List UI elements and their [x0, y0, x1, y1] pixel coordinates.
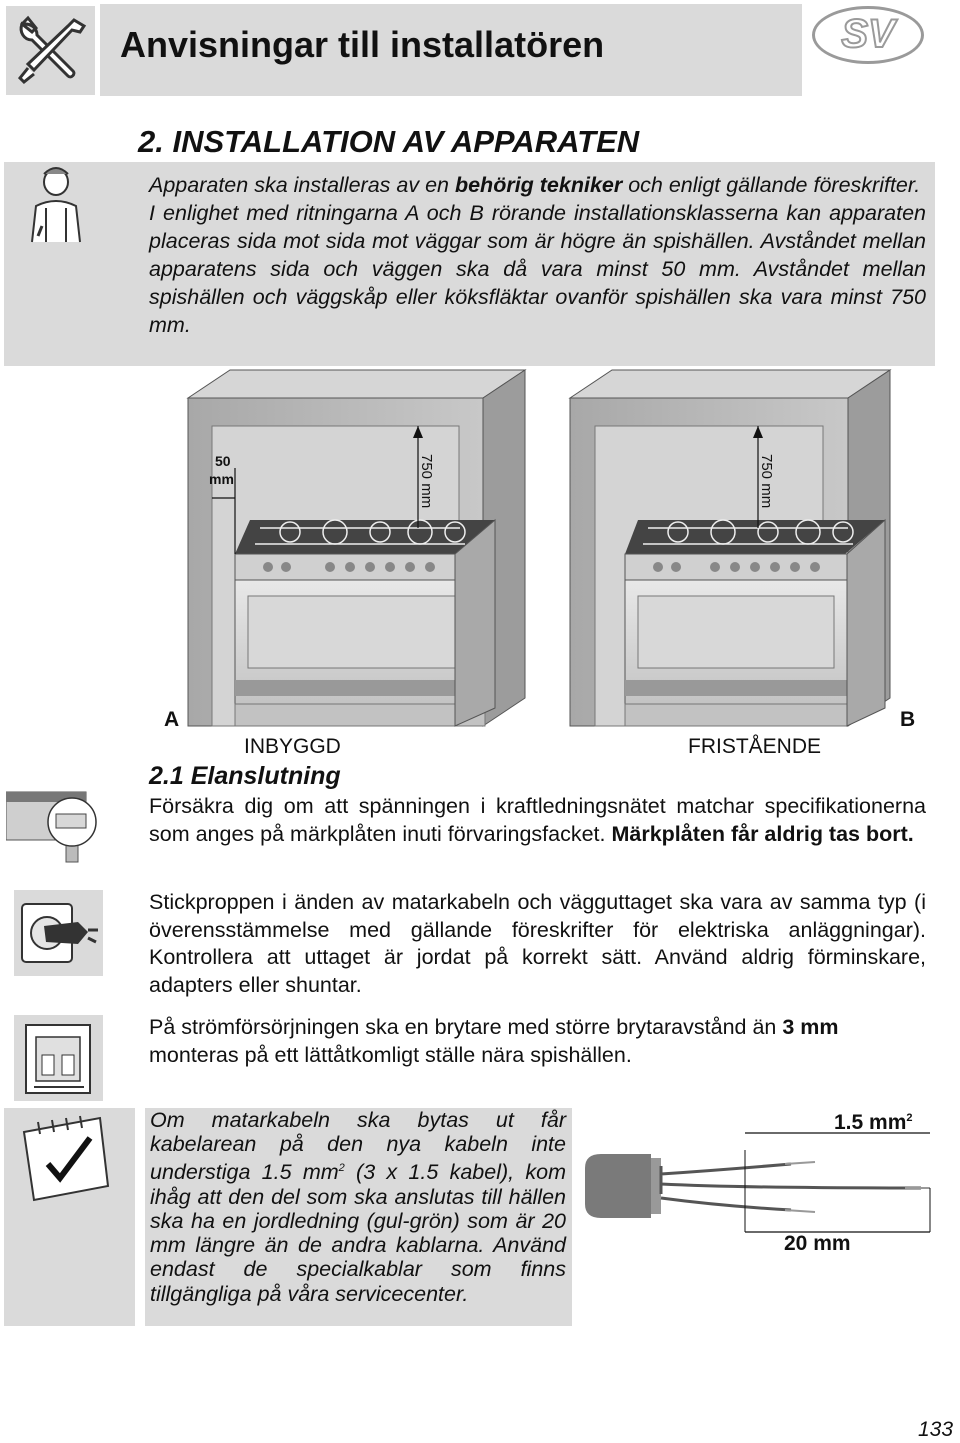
cable-length-label: 20 mm — [784, 1232, 851, 1255]
subsection-title: 2.1 Elanslutning — [149, 762, 341, 790]
note-sup: 2 — [338, 1162, 345, 1175]
wall-switch-icon — [14, 1015, 103, 1101]
label-inbyggd: INBYGGD — [244, 735, 341, 758]
label-750-b: 750 mm — [758, 454, 775, 509]
plug-socket-icon — [14, 890, 103, 976]
cable-section-label — [834, 1111, 913, 1135]
cable-note-text — [150, 1108, 566, 1306]
p1-text: Försäkra dig om att spänningen i kraftledningsnätet matchar specifikationerna som anges på märkplåten inuti förvaringsfacket. — [149, 794, 926, 846]
label-b: B — [900, 708, 916, 731]
electrical-paragraph-3 — [149, 1014, 926, 1069]
intro-text-2: och enligt gällande föreskrifter. — [622, 173, 921, 197]
intro-text-1: Apparaten ska installeras av en — [149, 173, 455, 197]
cable-section-value: 1.5 mm — [834, 1111, 907, 1134]
label-50: 50 — [215, 453, 231, 469]
storage-compartment-icon — [6, 770, 98, 870]
section-title: 2. INSTALLATION AV APPARATEN — [138, 124, 640, 159]
cable-section-sup: 2 — [906, 1112, 913, 1124]
tools-icon — [6, 6, 95, 95]
intro-bold: behörig tekniker — [454, 173, 623, 197]
p1-bold: Märkplåten får aldrig tas bort. — [611, 821, 914, 846]
page-number: 133 — [918, 1418, 954, 1441]
scene-a-built-in — [188, 370, 525, 726]
note-text-2: (3 x 1.5 kabel), kom ihåg att den del som ska anslutas till hällen ska ha en jordledning (gul-grön) som är 20 mm längre än de andra kablarna. Använd endast de specialkablar som finns tillgängliga på våra servicecenter. — [150, 1160, 566, 1306]
page-title: Anvisningar till installatören — [120, 24, 605, 65]
intro-paragraph — [149, 171, 926, 339]
intro-text-3: I enlighet med ritningarna A och B rörande installationsklasserna kan apparaten placeras sida mot sida mot väggar som är högre än spishällen. Avståndet mellan apparatens sida och väggen ska då vara minst 50 mm. Avståndet mellan spishällen och väggskåp eller köksfläktar ovanför spishällen ska vara minst 750 mm. — [149, 201, 926, 337]
p3-text-2: monteras på ett lättåtkomligt ställe nära spishällen. — [149, 1042, 632, 1067]
label-750-a: 750 mm — [418, 454, 435, 509]
label-fristaende: FRISTÅENDE — [688, 735, 822, 758]
electrical-paragraph-1 — [149, 793, 926, 848]
language-badge: SV — [812, 6, 924, 64]
label-mm: mm — [209, 471, 234, 487]
scene-b-freestanding — [570, 370, 890, 726]
checklist-note-icon — [4, 1108, 135, 1326]
note-text-1: Om matarkabeln ska bytas ut får kabelarean på den nya kabeln inte understiga 1.5 mm — [150, 1108, 566, 1185]
technician-icon — [6, 162, 102, 246]
p3-bold: 3 mm — [782, 1015, 839, 1039]
label-a: A — [164, 708, 180, 731]
electrical-paragraph-2: Stickproppen i änden av matarkabeln och vägguttaget ska vara av samma typ (i överensstämmelse med gällande föreskrifter för elektriska anläggningar). Kontrollera att uttaget är jordat på korrekt sätt. Använd aldrig förminskare, adapters eller shuntar. — [149, 890, 926, 997]
installation-diagram — [150, 368, 935, 763]
p3-text: På strömförsörjningen ska en brytare med större brytaravstånd än — [149, 1015, 783, 1039]
